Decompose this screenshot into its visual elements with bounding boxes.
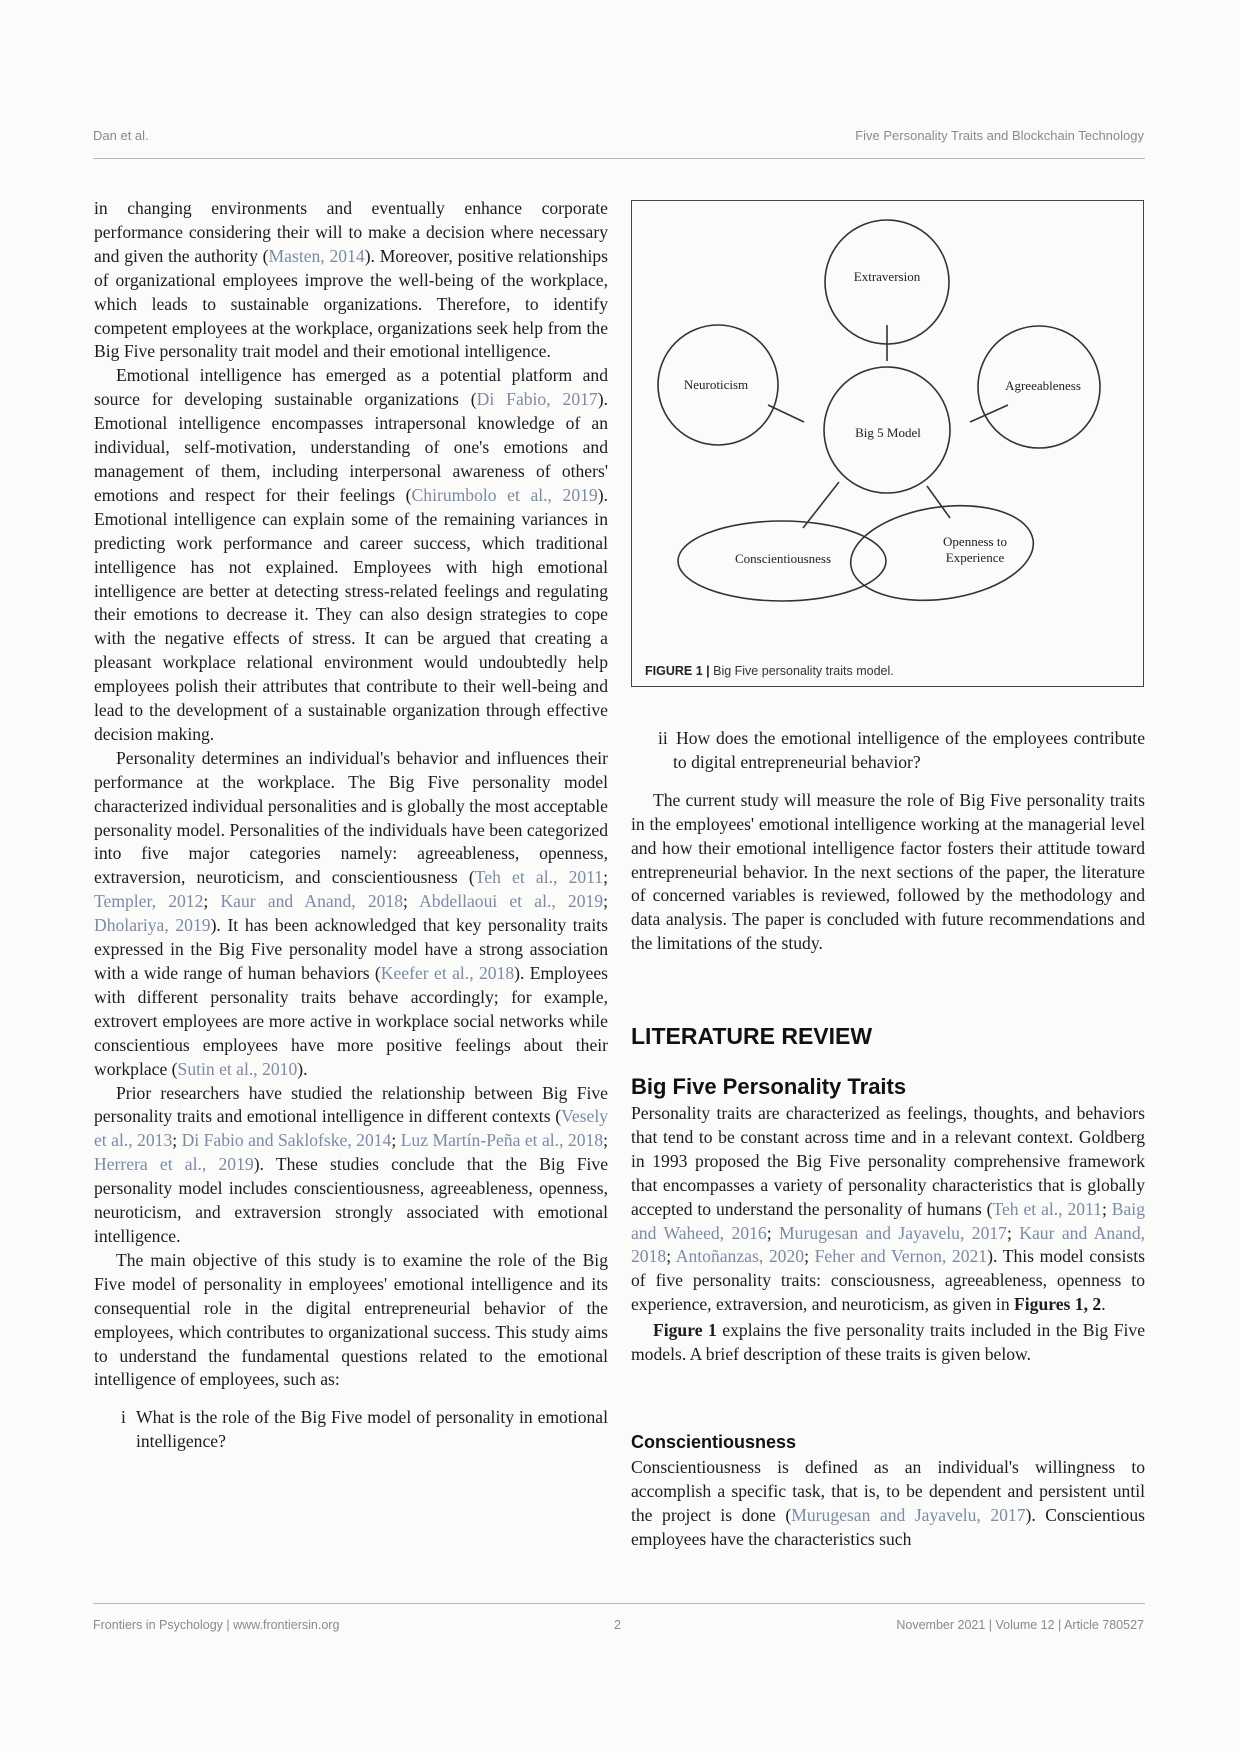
page-number: 2 [614,1618,621,1632]
citation[interactable]: Masten, 2014 [268,245,365,266]
paragraph-2: Emotional intelligence has emerged as a potential platform and source for developing sustainable organizations (Di Fabio, 2017). Emotional intelligence encompasses intrapersonal knowledge of an individual, self-motivation, understanding of one's emotions and management of them, including interpersonal awareness of others' emotions and respect for their feelings (Chirumbolo et al., 2019). Emotional intelligence can explain some of the remaining variances in predicting work performance and career success, which traditional intelligence has not explained. Employees with high emotional intelligence are better at detecting stress-related feelings and regulating their emotions to decrease it. They can also design strategies to cope with the negative effects of stress. It can be argued that creating a pleasant workplace relational environment would undoubtedly help employees polish their attributes that contribute to their well-being and lead to the development of a sustainable organization through effective decision making. [94,365,608,744]
node-openness [844,495,1039,612]
paragraph-6: The current study will measure the role of Big Five personality traits in the employees' emotional intelligence working at the managerial level and how their emotional intelligence factor fosters their attitude toward entrepreneurial behavior. In the next sections of the paper, the literature of concerned variables is reviewed, followed by the methodology and data analysis. The paper is concluded with future recommendations and the limitations of the study. [631,789,1145,954]
paragraph-9: Conscientiousness is defined as an individual's willingness to accomplish a specific task, that is, to be dependent and persistent until the project is done (Murugesan and Jayavelu, 2017). Conscientious employees have the characteristics such [631,1457,1145,1549]
citation[interactable]: Feher and Vernon, 2021 [814,1246,988,1267]
citation[interactable]: Chirumbolo et al., 2019 [411,484,598,505]
citation[interactable]: Murugesan and Jayavelu, 2017 [791,1504,1026,1525]
citation[interactable]: Kaur and Anand, 2018 [220,891,404,912]
subsection-heading-conscientiousness: Conscientiousness [631,1432,797,1452]
edge-agreeableness [970,405,1008,422]
footer-rule [93,1603,1145,1604]
citation[interactable]: Dholariya, 2019 [94,915,211,936]
right-column-bottom [631,1456,1145,1552]
figure-caption-label: FIGURE 1 | [645,664,710,678]
label-extraversion: Extraversion [853,269,921,284]
figure-caption [645,664,894,678]
footer-issue: November 2021 | Volume 12 | Article 780527 [896,1618,1144,1632]
figure-reference[interactable]: Figure 1 [653,1320,717,1341]
citation[interactable]: Baig and Waheed, 2016 [631,1198,1145,1243]
question-text: What is the role of the Big Five model of personality in emotional intelligence? [136,1407,608,1452]
running-header-authors: Dan et al. [93,128,149,143]
paragraph-5: The main objective of this study is to examine the role of the Big Five model of personality in employees' emotional intelligence and its consequential role in the digital entrepreneurial behavior of the employees, which contributes to organizational success. This study aims to understand the fundamental questions related to the emotional intelligence of employees, such as: [94,1249,608,1390]
citation[interactable]: Teh et al., 2011 [474,867,604,888]
paragraph-7: Personality traits are characterized as feelings, thoughts, and behaviors that tend to be constant across time and in a relevant context. Goldberg in 1993 proposed the Big Five personality comprehensive framework that encompasses a variety of personality characteristics that is globally accepted to understand the personality of humans (Teh et al., 2011; Baig and Waheed, 2016; Murugesan and Jayavelu, 2017; Kaur and Anand, 2018; Antoñanzas, 2020; Feher and Vernon, 2021). This model consists of five personality traits: consciousness, agreeableness, openness to experience, extraversion, and neuroticism, as given in Figures 1, 2. [631,1103,1146,1315]
paragraph-1: in changing environments and eventually enhance corporate performance considering their will to make a decision where necessary and given the authority (Masten, 2014). Moreover, positive relationships of organizational employees improve the well-being of the workplace, which leads to sustainable organizations. Therefore, to identify competent employees at the workplace, organizations seek help from the Big Five personality trait model and their emotional intelligence. [94,198,608,362]
right-column-upper [631,727,1145,956]
citation[interactable]: Sutin et al., 2010 [177,1058,298,1079]
citation[interactable]: Antoñanzas, 2020 [675,1246,805,1267]
label-agreeableness: Agreeableness [1005,378,1081,393]
figure-caption-text: Big Five personality traits model. [713,664,894,678]
question-text: How does the emotional intelligence of the employees contribute to digital entrepreneurial behavior? [673,728,1145,772]
citation[interactable]: Templer, 2012 [94,891,204,912]
citation[interactable]: Di Fabio and Saklofske, 2014 [181,1130,392,1151]
citation[interactable]: Keefer et al., 2018 [380,963,515,983]
citation[interactable]: Kaur and Anand, 2018 [631,1222,1146,1267]
citation[interactable]: Di Fabio, 2017 [476,389,598,410]
right-column-lower [631,1102,1145,1367]
citation[interactable]: Teh et al., 2011 [992,1198,1102,1219]
label-big5-center: Big 5 Model [855,425,921,440]
big-five-diagram [632,201,1143,686]
left-column [94,197,608,1454]
question-number: i [121,1407,126,1428]
figure-1 [631,200,1144,687]
label-neuroticism: Neuroticism [683,377,749,392]
edge-openness [927,486,950,518]
label-conscientiousness: Conscientiousness [734,551,832,566]
section-heading-literature-review: LITERATURE REVIEW [631,1023,873,1049]
research-question-2 [631,727,1145,775]
research-question-1 [94,1406,608,1454]
paragraph-3: Personality determines an individual's behavior and influences their performance at the workplace. The Big Five personality model characterized individual personalities and is globally the most acceptable personality model. Personalities of the individuals have been categorized into five major categories namely: agreeableness, openness, extraversion, neuroticism, and conscientiousness (Teh et al., 2011; Templer, 2012; Kaur and Anand, 2018; Abdellaoui et al., 2019; Dholariya, 2019). It has been acknowledged that key personality traits expressed in the Big Five personality model have a strong association with a wide range of human behaviors (Keefer et al., 2018). Employees with different personality traits behave accordingly; for example, extrovert employees are more active in workplace social networks while conscientious employees have more positive feelings about their workplace (Sutin et al., 2010). [94,747,608,1079]
figure-reference[interactable]: Figures 1, 2 [1014,1294,1102,1315]
citation[interactable]: Vesely et al., 2013 [94,1106,608,1151]
edge-conscientiousness [803,482,839,528]
citation[interactable]: Murugesan and Jayavelu, 2017 [779,1222,1007,1243]
label-openness-line2: Experience [945,550,1005,565]
header-rule [93,158,1145,159]
subsection-heading-big-five: Big Five Personality Traits [631,1074,907,1099]
citation[interactable]: Abdellaoui et al., 2019 [419,891,604,912]
citation[interactable]: Herrera et al., 2019 [94,1154,254,1175]
paragraph-4: Prior researchers have studied the relationship between Big Five personality traits and emotional intelligence in different contexts (Vesely et al., 2013; Di Fabio and Saklofske, 2014; Luz Martín-Peña et al., 2018; Herrera et al., 2019). These studies conclude that the Big Five personality model includes conscientiousness, agreeableness, openness, neuroticism, and extraversion strongly associated with emotional intelligence. [94,1082,609,1246]
label-openness-line1: Openness to [943,534,1007,549]
paragraph-8: Figure 1 explains the five personality traits included in the Big Five models. A brief description of these traits is given below. [631,1320,1145,1365]
running-header-title: Five Personality Traits and Blockchain Technology [855,128,1144,143]
question-number: ii [658,728,668,748]
footer-journal: Frontiers in Psychology | www.frontiersin.org [93,1618,340,1632]
citation[interactable]: Luz Martín-Peña et al., 2018 [400,1130,604,1151]
